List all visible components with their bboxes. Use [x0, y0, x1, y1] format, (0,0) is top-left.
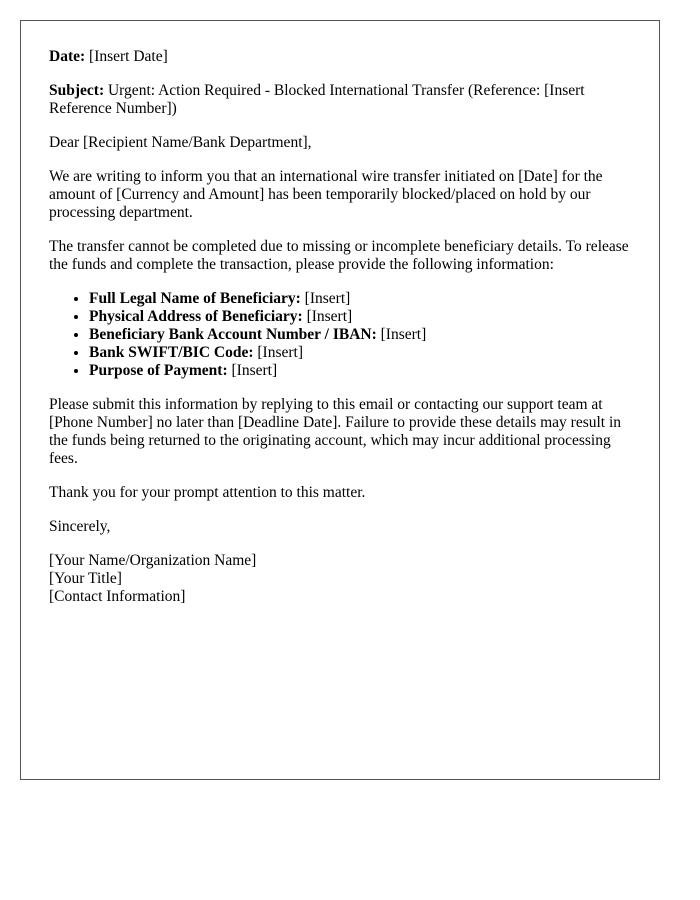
list-item-value: [Insert]	[231, 362, 278, 379]
thanks-paragraph: Thank you for your prompt attention to this matter.	[49, 484, 366, 501]
subject-line	[49, 82, 631, 118]
deadline-paragraph: Please submit this information by replying to this email or contacting our support team at [Phone Number] no later than [Deadline Date]. Failure to provide these details may result in the funds being returned to the originating account, which may incur additional processing fees.	[49, 396, 622, 467]
list-item	[89, 344, 631, 362]
date-value: [Insert Date]	[89, 48, 168, 65]
list-item	[89, 308, 631, 326]
list-item	[89, 326, 631, 344]
subject-value: Urgent: Action Required - Blocked International Transfer (Reference: [Insert Reference Number])	[49, 82, 585, 117]
list-item-value: [Insert]	[304, 290, 351, 307]
list-item-value: [Insert]	[257, 344, 304, 361]
list-item	[89, 362, 631, 380]
intro-paragraph: We are writing to inform you that an international wire transfer initiated on [Date] for the amount of [Currency and Amount] has been temporarily blocked/placed on hold by our processing department.	[49, 168, 603, 221]
date-line	[49, 48, 631, 66]
list-item-label: Purpose of Payment:	[89, 362, 228, 379]
salutation: Dear [Recipient Name/Bank Department],	[49, 134, 312, 151]
date-label: Date:	[49, 48, 86, 65]
list-item-label: Beneficiary Bank Account Number / IBAN:	[89, 326, 377, 343]
subject-label: Subject:	[49, 82, 105, 99]
list-item	[89, 290, 631, 308]
signature-title: [Your Title]	[49, 570, 122, 587]
letter-page	[20, 20, 660, 780]
signature-contact: [Contact Information]	[49, 588, 186, 605]
list-item-label: Bank SWIFT/BIC Code:	[89, 344, 254, 361]
closing: Sincerely,	[49, 518, 111, 535]
signature-name: [Your Name/Organization Name]	[49, 552, 257, 569]
list-item-label: Full Legal Name of Beneficiary:	[89, 290, 301, 307]
list-item-label: Physical Address of Beneficiary:	[89, 308, 303, 325]
list-item-value: [Insert]	[380, 326, 427, 343]
signature-block	[49, 552, 631, 606]
list-item-value: [Insert]	[306, 308, 353, 325]
request-paragraph: The transfer cannot be completed due to missing or incomplete beneficiary details. To release the funds and complete the transaction, please provide the following information:	[49, 238, 629, 273]
required-info-list	[49, 290, 631, 380]
